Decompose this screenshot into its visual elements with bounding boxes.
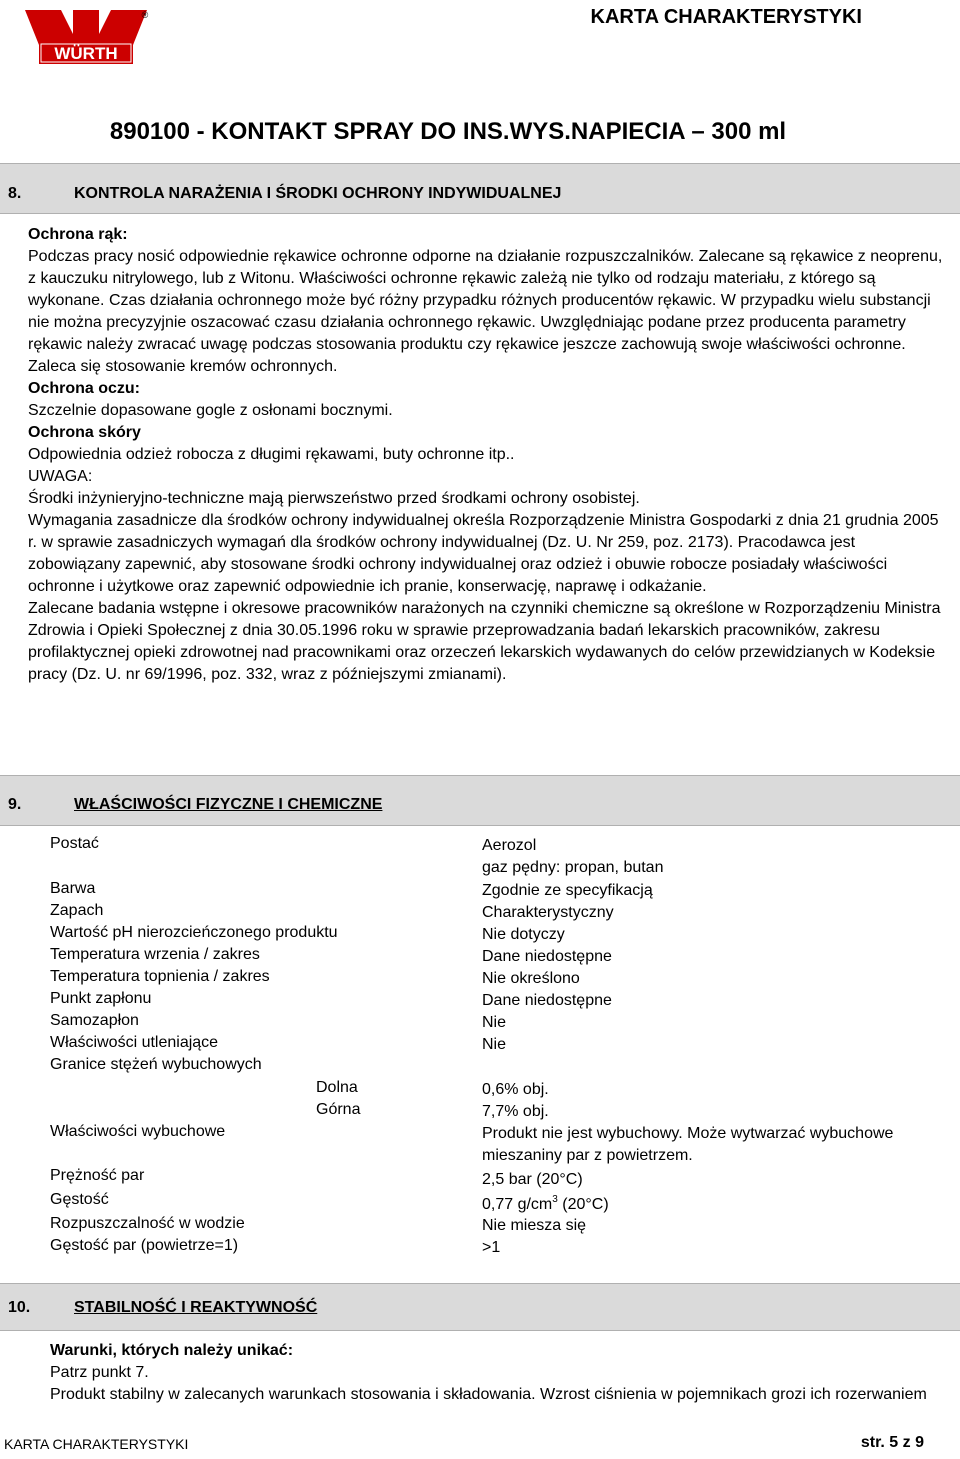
property-value <box>482 1194 922 1216</box>
section-8-content <box>28 224 948 686</box>
table-row <box>50 1056 930 1078</box>
property-value: Nie <box>482 1014 507 1031</box>
section-10-content <box>50 1340 930 1406</box>
property-value: Zgodnie ze specyfikacją <box>482 882 653 899</box>
property-label: Punkt zapłonu <box>50 990 152 1007</box>
note-text: Środki inżynieryjno-techniczne mają pierwszeństwo przed środkami ochrony osobistej. <box>28 490 640 507</box>
section-number: 10. <box>8 1299 31 1316</box>
table-row <box>50 1237 930 1259</box>
svg-text:WÜRTH: WÜRTH <box>54 44 118 63</box>
section-9-header <box>0 775 960 826</box>
property-value: Charakterystyczny <box>482 904 614 921</box>
property-value: >1 <box>482 1239 501 1256</box>
table-row <box>50 1034 930 1056</box>
table-row <box>50 1215 930 1237</box>
table-row <box>50 1101 930 1123</box>
property-label: Właściwości utleniające <box>50 1034 219 1051</box>
density-condition: (20°C) <box>557 1196 609 1213</box>
table-row <box>50 1012 930 1034</box>
section-title: STABILNOŚĆ I REAKTYWNOŚĆ <box>74 1299 318 1316</box>
table-row <box>50 857 930 879</box>
eyes-heading: Ochrona oczu: <box>28 380 141 397</box>
section-title: KONTROLA NARAŻENIA I ŚRODKI OCHRONY INDYWIDUALNEJ <box>74 185 562 202</box>
avoid-heading: Warunki, których należy unikać: <box>50 1342 294 1359</box>
property-value: Aerozol <box>482 837 537 854</box>
property-value: Nie dotyczy <box>482 926 565 943</box>
section-number: 8. <box>8 185 22 202</box>
property-label: Górna <box>316 1101 361 1118</box>
page-footer <box>4 1436 924 1452</box>
wurth-logo <box>21 6 151 68</box>
property-label: Postać <box>50 835 99 852</box>
section-title: WŁAŚCIWOŚCI FIZYCZNE I CHEMICZNE <box>74 796 383 813</box>
property-label: Dolna <box>316 1079 358 1096</box>
section-number: 9. <box>8 796 22 813</box>
property-label: Temperatura wrzenia / zakres <box>50 946 260 963</box>
property-value: 2,5 bar (20°C) <box>482 1171 583 1188</box>
footer-doc-title: KARTA CHARAKTERYSTYKI <box>4 1436 189 1452</box>
table-row <box>50 1123 930 1164</box>
table-row <box>50 880 930 902</box>
property-label: Rozpuszczalność w wodzie <box>50 1215 245 1232</box>
table-row <box>50 990 930 1012</box>
skin-heading: Ochrona skóry <box>28 424 141 441</box>
property-value: Nie określono <box>482 970 580 987</box>
section-10-header <box>0 1283 960 1331</box>
property-label: Właściwości wybuchowe <box>50 1123 226 1140</box>
product-title: 890100 - KONTAKT SPRAY DO INS.WYS.NAPIECIA – 300 ml <box>109 118 787 145</box>
table-row <box>50 1079 930 1101</box>
regulation-paragraph-1: Wymagania zasadnicze dla środków ochrony indywidualnej określa Rozporządzenie Ministra Gospodarki z dnia 21 grudnia 2005 r. w sprawie zasadniczych wymagań dla środków ochrony indywidualnej (Dz. U. Nr 259, poz. 2173). Pracodawca jest zobowiązany zapewnić, aby stosowane środki ochrony indywidualnej oraz odzież i obuwie robocze posiadały właściwości ochronne i użytkowe oraz zapewnić odpowiednie ich pranie, konserwację, naprawę i odkażanie. <box>28 512 939 595</box>
property-label: Barwa <box>50 880 96 897</box>
property-label: Wartość pH nierozcieńczonego produktu <box>50 924 338 941</box>
property-value: Nie <box>482 1036 507 1053</box>
density-value: 0,77 g/cm <box>482 1196 553 1213</box>
property-value: 0,6% obj. <box>482 1081 549 1098</box>
table-row <box>50 902 930 924</box>
table-row <box>50 946 930 968</box>
density-exponent: 3 <box>552 1194 558 1205</box>
regulation-paragraph-2: Zalecane badania wstępne i okresowe pracowników narażonych na czynniki chemiczne są określone w Rozporządzeniu Ministra Zdrowia i Opieki Społecznej z dnia 30.05.1996 roku w sprawie przeprowadzania badań lekarskich pracowników, zakresu profilaktycznej opieki zdrowotnej nad pracownikami oraz orzeczeń lekarskich wydawanych do celów przewidzianych w Kodeksie pracy (Dz. U. nr 69/1996, poz. 332, wraz z późniejszymi zmianami). <box>28 600 941 683</box>
property-label: Prężność par <box>50 1167 145 1184</box>
property-value: Dane niedostępne <box>482 948 612 965</box>
section-8-header <box>0 163 960 214</box>
stability-text: Produkt stabilny w zalecanych warunkach stosowania i składowania. Wzrost ciśnienia w pojemnikach grozi ich rozerwaniem <box>50 1386 927 1403</box>
property-value: gaz pędny: propan, butan <box>482 859 664 876</box>
svg-text:®: ® <box>141 10 149 20</box>
eyes-text: Szczelnie dopasowane gogle z osłonami bocznymi. <box>28 402 393 419</box>
table-row <box>50 1191 930 1213</box>
property-label: Samozapłon <box>50 1012 139 1029</box>
table-row <box>50 1167 930 1189</box>
hands-heading: Ochrona rąk: <box>28 226 128 243</box>
document-title: KARTA CHARAKTERYSTYKI <box>590 6 862 28</box>
property-value: Nie miesza się <box>482 1217 587 1234</box>
property-label: Zapach <box>50 902 104 919</box>
hands-text: Podczas pracy nosić odpowiednie rękawice ochronne odporne na działanie rozpuszczalników. Zalecane są rękawice z neoprenu, z kauczuku nitrylowego, lub z Witonu. Właściwości ochronne rękawic zależą nie tylko od rodzaju materiału, z którego są wykonane. Czas działania ochronnego może być różny przypadku różnych producentów rękawic. W przypadku wielu substancji nie można precyzyjnie oszacować czasu działania ochronnego rękawic. Uwzględniając podane przez producenta parametry rękawic należy zwracać uwagę podczas stosowania produktu czy rękawice jeszcze zachowują swoje właściwości ochronne. Zaleca się stosowanie kremów ochronnych. <box>28 248 943 375</box>
table-row <box>50 968 930 990</box>
property-value: 7,7% obj. <box>482 1103 549 1120</box>
avoid-text: Patrz punkt 7. <box>50 1364 149 1381</box>
property-label: Temperatura topnienia / zakres <box>50 968 270 985</box>
page-number: str. 5 z 9 <box>860 1434 924 1451</box>
property-value: Produkt nie jest wybuchowy. Może wytwarzać wybuchowe mieszaniny par z powietrzem. <box>482 1125 894 1164</box>
skin-text: Odpowiednia odzież robocza z długimi rękawami, buty ochronne itp.. <box>28 446 515 463</box>
note-label: UWAGA: <box>28 468 93 485</box>
property-label: Gęstość <box>50 1191 109 1208</box>
property-label: Granice stężeń wybuchowych <box>50 1056 262 1073</box>
property-value: Dane niedostępne <box>482 992 612 1009</box>
property-label: Gęstość par (powietrze=1) <box>50 1237 239 1254</box>
table-row <box>50 835 930 857</box>
table-row <box>50 924 930 946</box>
